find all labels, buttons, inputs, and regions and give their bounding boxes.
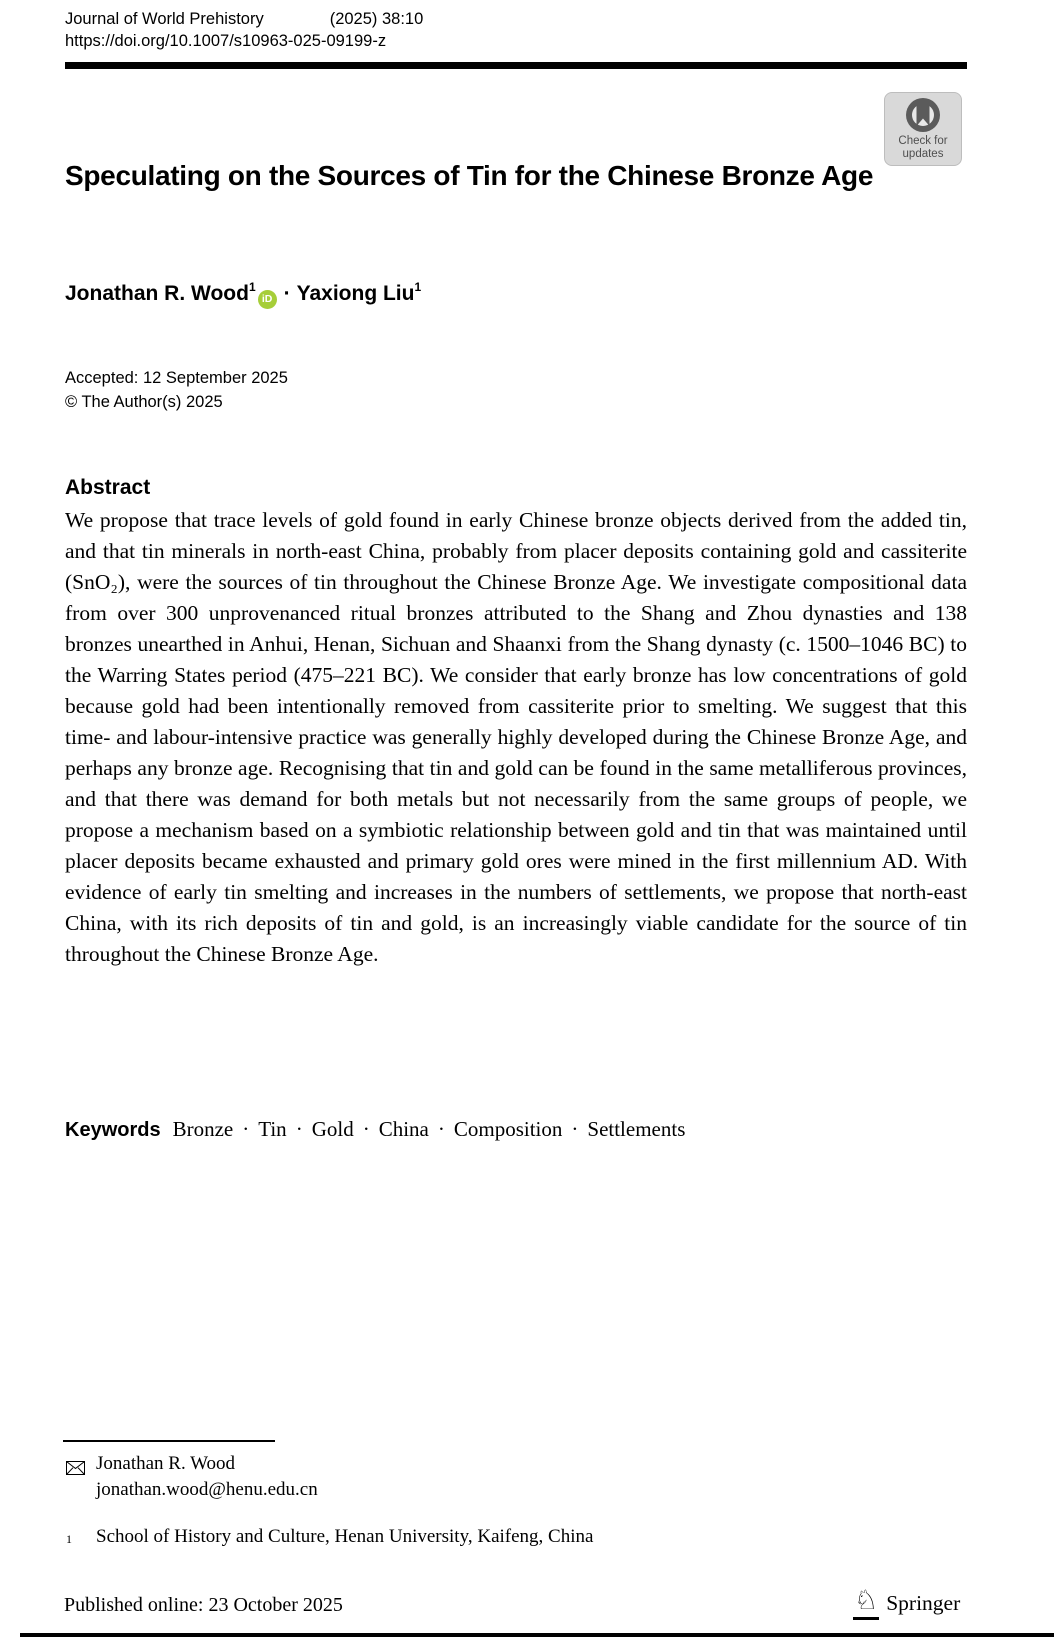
check-for-updates-label: Check for updates bbox=[898, 135, 948, 160]
keyword: Bronze bbox=[172, 1117, 234, 1141]
keywords-line: Keywords Bronze · Tin · Gold · China · Composition · Settlements bbox=[65, 1117, 686, 1141]
springer-horse-icon: ♘ bbox=[853, 1586, 879, 1620]
journal-header bbox=[65, 8, 423, 52]
abstract-text: We propose that trace levels of gold found in early Chinese bronze objects derived from the added tin, and that tin minerals in north-east China, probably from placer deposits containing gold and cassiterite (SnO₂), were the sources of tin throughout the Chinese Bronze Age. We investigate compositional data from over 300 unprovenanced ritual bronzes attributed to the Shang and Zhou dynasties and 138 bronzes unearthed in Anhui, Henan, Sichuan and Shaanxi from the Shang dynasty (c. 1500–1046 BC) to the Warring States period (475–221 BC). We consider that early bronze has low concentrations of gold because gold had been intentionally removed from cassiterite prior to smelting. We suggest that this time- and labour-intensive practice was generally highly developed during the Chinese Bronze Age, and perhaps any bronze age. Recognising that tin and gold can be found in the same metalliferous provinces, and that there was demand for both metals but not necessarily from the same groups of people, we propose a mechanism based on a symbiotic relationship between gold and tin that was maintained until placer deposits became exhausted and primary gold ores were mined in the first millennium AD. With evidence of early tin smelting and increases in the numbers of settlements, we propose that north-east China, with its rich deposits of tin and gold, is an increasingly viable candidate for the source of tin throughout the Chinese Bronze Age. bbox=[65, 508, 967, 966]
keyword: Tin bbox=[258, 1117, 287, 1141]
author-name: Yaxiong Liu bbox=[296, 282, 415, 305]
crossmark-icon bbox=[906, 98, 940, 132]
affiliation-block bbox=[66, 1524, 593, 1552]
abstract-heading: Abstract bbox=[65, 476, 151, 499]
author-name: Jonathan R. Wood bbox=[65, 282, 249, 305]
article-meta bbox=[65, 366, 288, 414]
keyword: Settlements bbox=[587, 1117, 686, 1141]
copyright-line: © The Author(s) 2025 bbox=[65, 393, 223, 411]
journal-issue: (2025) 38:10 bbox=[329, 10, 424, 28]
affiliation-text: School of History and Culture, Henan University, Kaifeng, China bbox=[96, 1526, 594, 1547]
corresponding-author-email[interactable]: jonathan.wood@henu.edu.cn bbox=[96, 1479, 318, 1500]
orcid-icon[interactable]: iD bbox=[258, 290, 277, 309]
check-for-updates-button[interactable] bbox=[884, 92, 962, 166]
author-separator: · bbox=[283, 282, 291, 305]
journal-name: Journal of World Prehistory bbox=[65, 10, 264, 28]
paper-title: Speculating on the Sources of Tin for the Chinese Bronze Age bbox=[65, 160, 874, 191]
author-line bbox=[65, 281, 421, 307]
journal-header-line bbox=[65, 8, 423, 30]
doi-link[interactable]: https://doi.org/10.1007/s10963-025-09199-z bbox=[65, 32, 387, 50]
footnote-rule bbox=[63, 1440, 275, 1442]
author-affiliation-sup: 1 bbox=[414, 280, 422, 294]
page-bottom-edge bbox=[20, 1633, 1054, 1637]
correspondence-block bbox=[66, 1451, 318, 1503]
accepted-date: Accepted: 12 September 2025 bbox=[65, 369, 288, 387]
author-affiliation-sup: 1 bbox=[248, 280, 256, 294]
header-rule bbox=[65, 62, 967, 69]
springer-logo bbox=[853, 1586, 960, 1620]
keyword: China bbox=[378, 1117, 429, 1141]
affiliation-marker: 1 bbox=[66, 1532, 72, 1546]
published-online: Published online: 23 October 2025 bbox=[64, 1594, 343, 1616]
springer-wordmark: Springer bbox=[886, 1590, 961, 1615]
corresponding-author-name: Jonathan R. Wood bbox=[96, 1453, 236, 1474]
envelope-icon bbox=[66, 1451, 96, 1503]
keywords-label: Keywords bbox=[65, 1119, 161, 1141]
keyword: Gold bbox=[311, 1117, 354, 1141]
keyword: Composition bbox=[453, 1117, 563, 1141]
